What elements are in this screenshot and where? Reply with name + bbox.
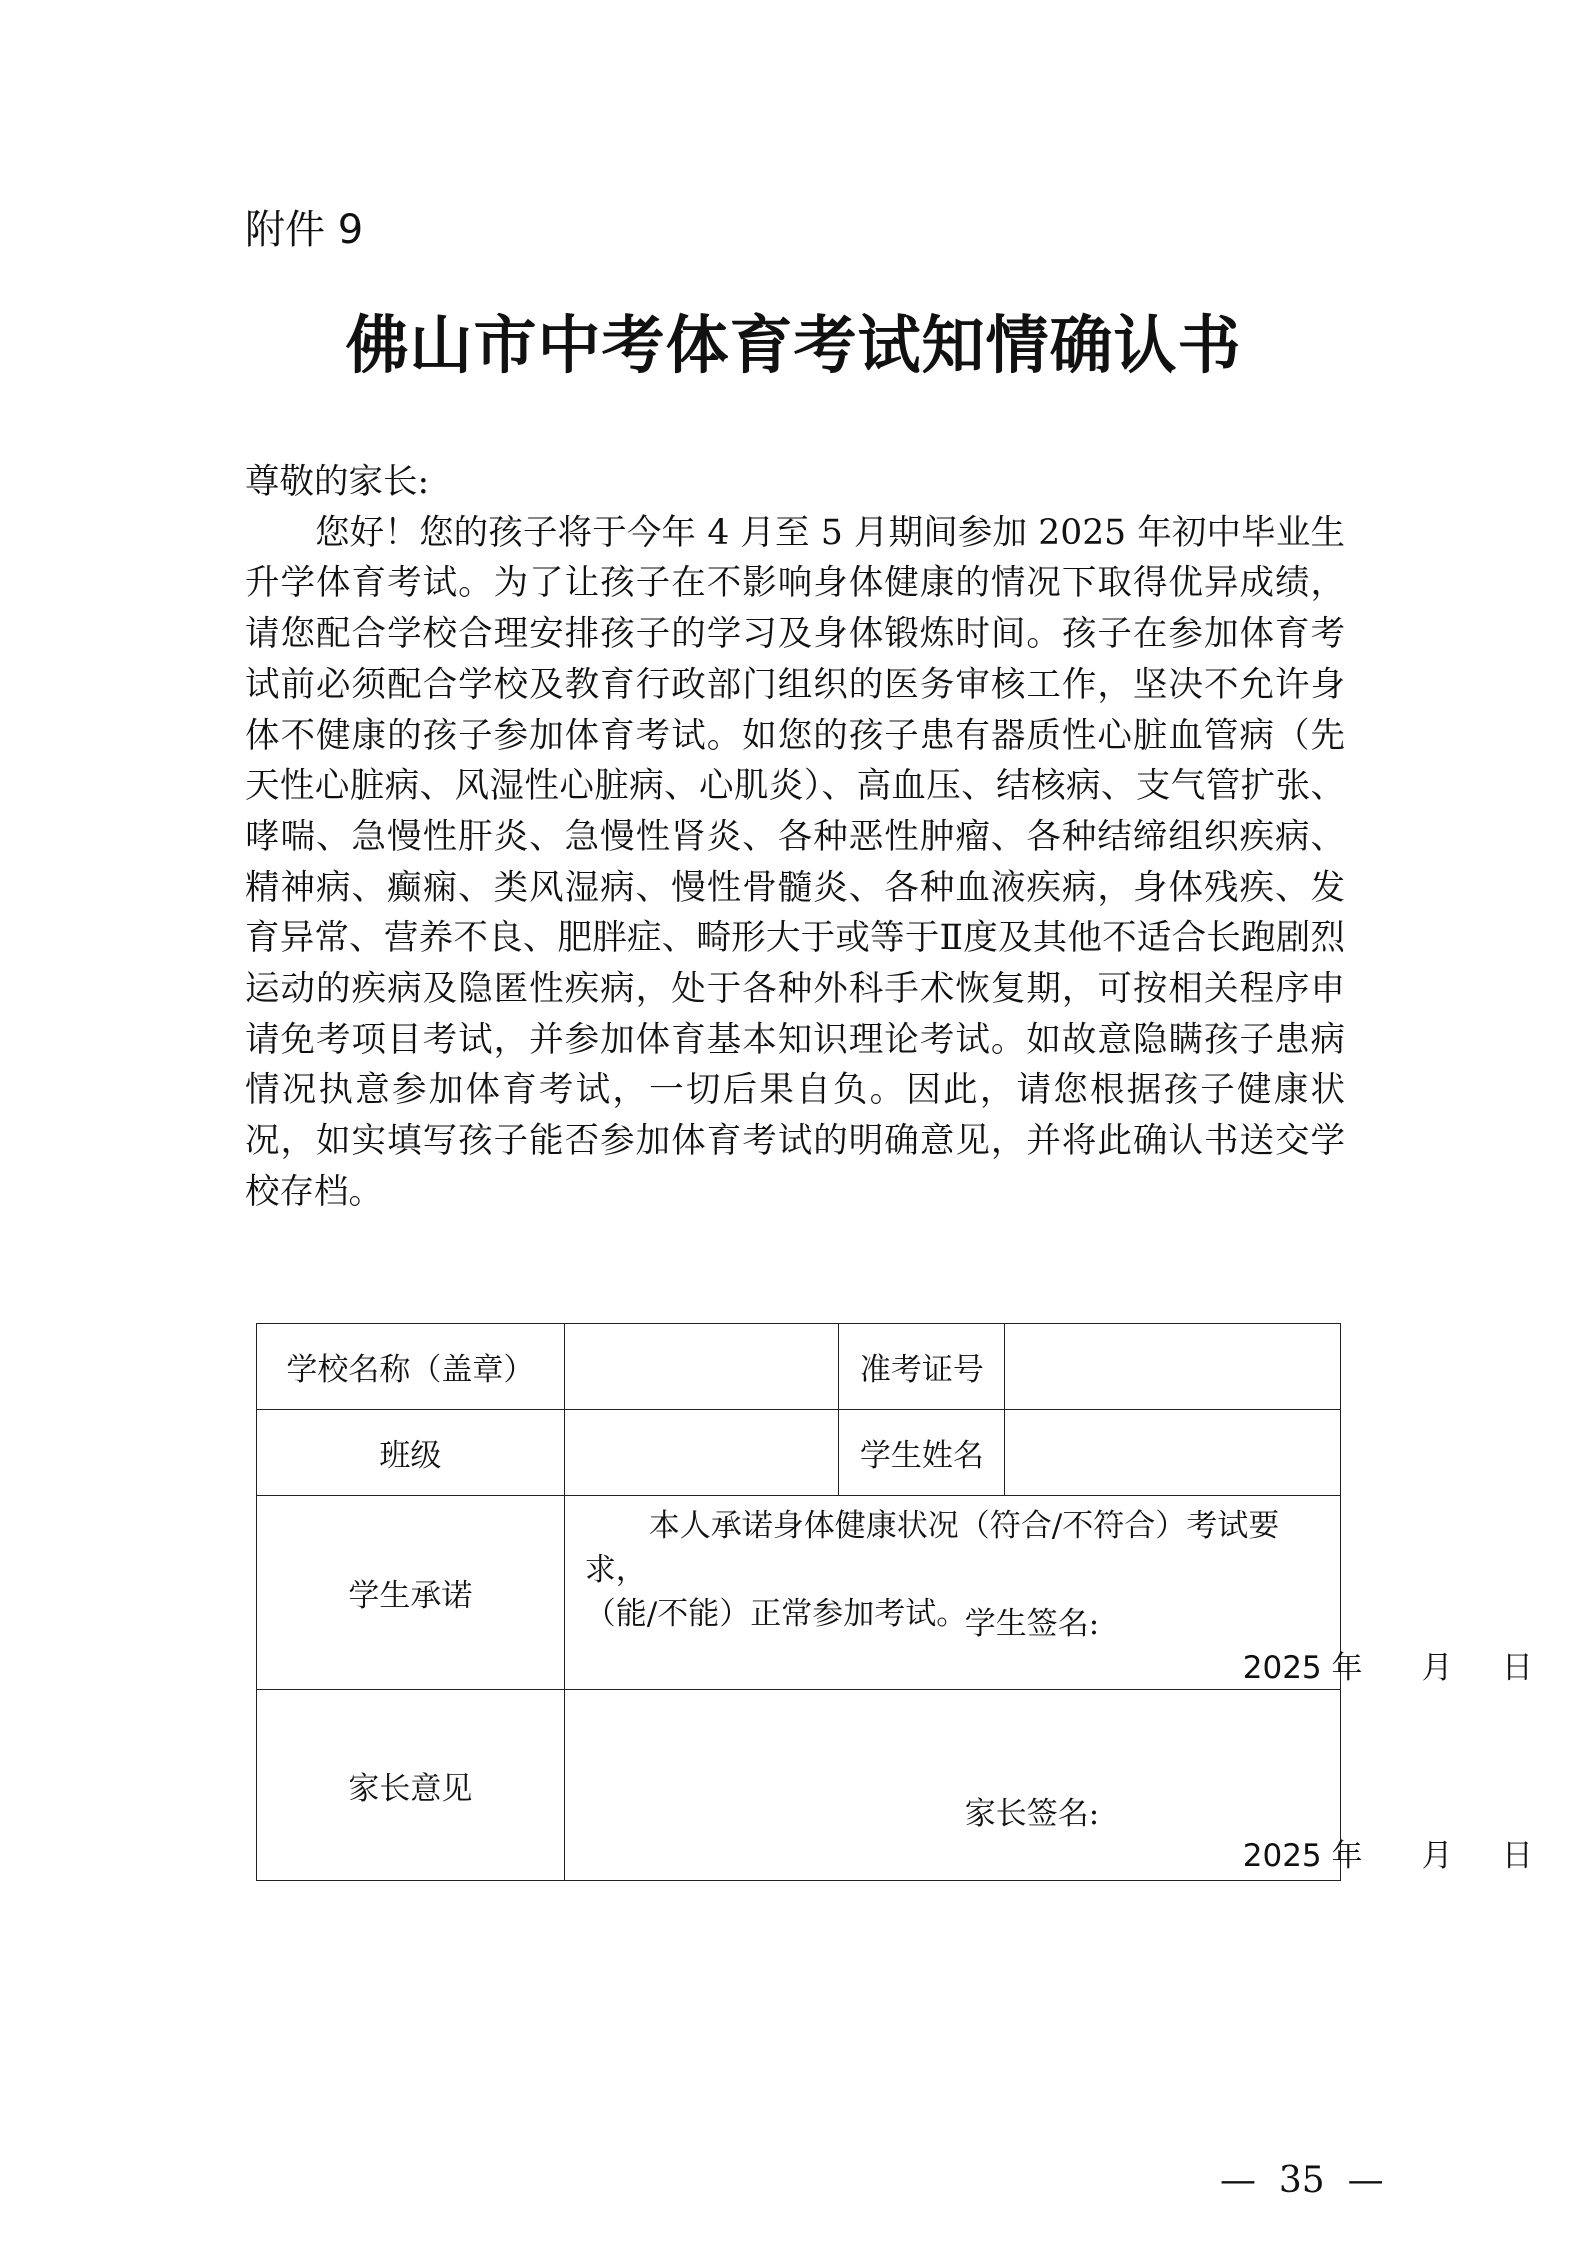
student-sign-date: 2025 年 月 日: [1242, 1650, 1533, 1686]
pledge-line-2: （能/不能）正常参加考试。: [584, 1596, 968, 1632]
school-name-field[interactable]: [564, 1324, 839, 1410]
confirmation-form-table: [256, 1323, 1533, 1881]
exam-number-field[interactable]: [1005, 1324, 1341, 1410]
student-name-field[interactable]: [1005, 1410, 1341, 1496]
table-row: [257, 1690, 1341, 1881]
table-row: [257, 1410, 1341, 1496]
document-title: 佛山市中考体育考试知情确认书: [345, 308, 1242, 382]
pledge-text: [585, 1504, 1328, 1636]
class-label: 班级: [257, 1410, 565, 1496]
parent-signature-label: 家长签名:: [964, 1796, 1100, 1832]
parent-sign-date: 2025 年 月 日: [1242, 1838, 1533, 1874]
student-pledge-cell[interactable]: [564, 1496, 1533, 1690]
pledge-line-1: 本人承诺身体健康状况（符合/不符合）考试要求，: [584, 1508, 1280, 1588]
exam-number-label: 准考证号: [839, 1324, 1005, 1410]
school-name-label: 学校名称（盖章）: [257, 1324, 565, 1410]
student-name-label: 学生姓名: [839, 1410, 1005, 1496]
class-field[interactable]: [564, 1410, 839, 1496]
table-row: [257, 1496, 1341, 1690]
student-signature-label: 学生签名:: [964, 1606, 1100, 1642]
letter-body: [245, 457, 1345, 1218]
page-number: — 35 —: [1220, 2160, 1384, 2201]
table-row: [257, 1324, 1341, 1410]
student-pledge-label: 学生承诺: [257, 1496, 565, 1690]
parent-opinion-label: 家长意见: [257, 1690, 565, 1881]
letter-paragraph: 您好！您的孩子将于今年 4 月至 5 月期间参加 2025 年初中毕业生升学体育考试。为了让孩子在不影响身体健康的情况下取得优异成绩，请您配合学校合理安排孩子的学习及身体锻炼时间。孩子在参加体育考试前必须配合学校及教育行政部门组织的医务审核工作，坚决不允许身体不健康的孩子参加体育考试。如您的孩子患有器质性心脏血管病（先天性心脏病、风湿性心脏病、心肌炎）、高血压、结核病、支气管扩张、哮喘、急慢性肝炎、急慢性肾炎、各种恶性肿瘤、各种结缔组织疾病、精神病、癫痫、类风湿病、慢性骨髓炎、各种血液疾病，身体残疾、发育异常、营养不良、肥胖症、畸形大于或等于Ⅱ度及其他不适合长跑剧烈运动的疾病及隐匿性疾病，处于各种外科手术恢复期，可按相关程序申请免考项目考试，并参加体育基本知识理论考试。如故意隐瞒孩子患病情况执意参加体育考试，一切后果自负。因此，请您根据孩子健康状况，如实填写孩子能否参加体育考试的明确意见，并将此确认书送交学校存档。: [245, 512, 1345, 1212]
parent-opinion-cell[interactable]: [564, 1690, 1533, 1881]
attachment-number: 附件 9: [245, 207, 364, 253]
salutation: 尊敬的家长:: [245, 462, 430, 502]
